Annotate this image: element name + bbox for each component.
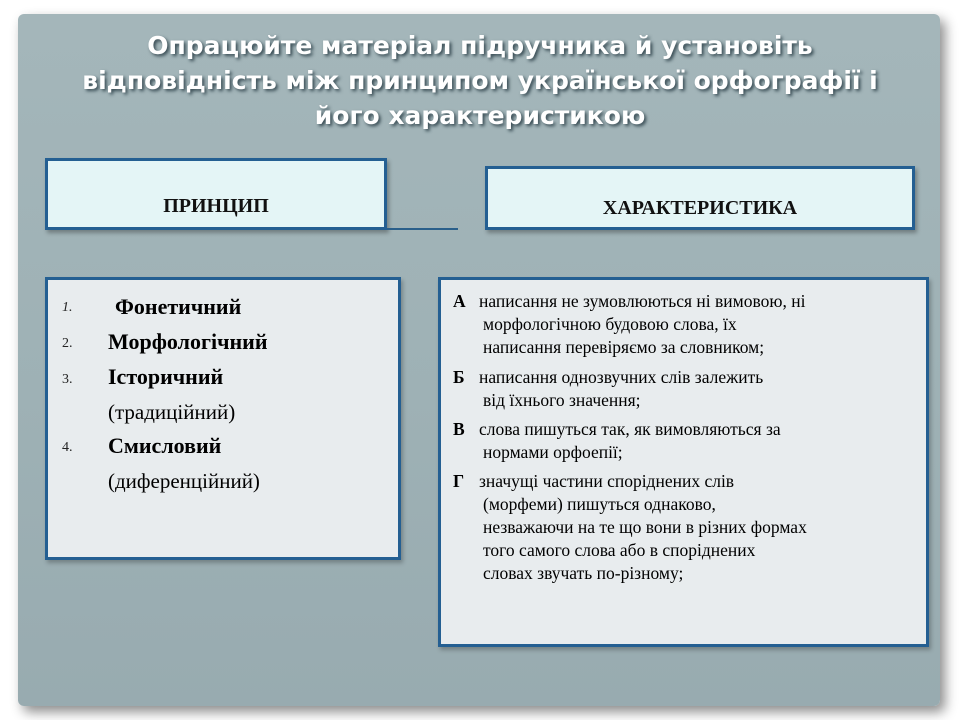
item-number: 2. (62, 336, 73, 351)
characteristic-text: слова пишуться так, як вимовляються за (479, 419, 781, 439)
characteristics-list-box (438, 277, 929, 647)
principle-name: Історичний (108, 364, 224, 389)
item-number: 4. (62, 440, 73, 455)
principle-subtitle: (диференційний) (108, 469, 260, 493)
title-line: Опрацюйте матеріал підручника й установіть (147, 31, 813, 60)
characteristic-letter: Б (453, 367, 465, 387)
characteristic-text: морфологічною будовою слова, їх (483, 314, 737, 334)
principle-subtitle: (традиційний) (108, 400, 236, 424)
item-number: 1. (62, 300, 73, 315)
header-connector-line (387, 228, 458, 230)
principle-name: Смисловий (108, 433, 222, 458)
title-line: відповідність між принципом української орфографії і (82, 66, 878, 95)
characteristic-text: написання перевіряємо за словником; (483, 337, 765, 357)
characteristic-letter: В (453, 419, 465, 439)
principles-list-box (45, 277, 401, 560)
slide-title (40, 28, 920, 133)
characteristic-text: від їхнього значення; (483, 390, 641, 410)
characteristic-text: написання не зумовлюються ні вимовою, ні (479, 291, 806, 311)
principle-name: Морфологічний (108, 329, 268, 354)
characteristic-item (453, 418, 923, 464)
characteristic-text: нормами орфоепії; (483, 442, 623, 462)
principle-name: Фонетичний (115, 294, 242, 319)
characteristic-text: (морфеми) пишуться однаково, (483, 494, 716, 514)
characteristic-text: словах звучать по-різному; (483, 563, 684, 583)
characteristic-text: незважаючи на те що вони в різних формах (483, 517, 807, 537)
title-line: його характеристикою (314, 101, 646, 130)
item-number: 3. (62, 372, 73, 387)
principle-header: ПРИНЦИП (45, 158, 387, 230)
characteristic-text: того самого слова або в споріднених (483, 540, 756, 560)
characteristic-item (453, 290, 923, 359)
characteristic-letter: Г (453, 471, 465, 491)
characteristic-text: значущі частини споріднених слів (479, 471, 735, 491)
characteristic-text: написання однозвучних слів залежить (479, 367, 764, 387)
characteristic-header: ХАРАКТЕРИСТИКА (485, 166, 915, 230)
characteristic-item (453, 366, 923, 412)
characteristic-item (453, 470, 923, 585)
characteristic-letter: А (453, 291, 466, 311)
